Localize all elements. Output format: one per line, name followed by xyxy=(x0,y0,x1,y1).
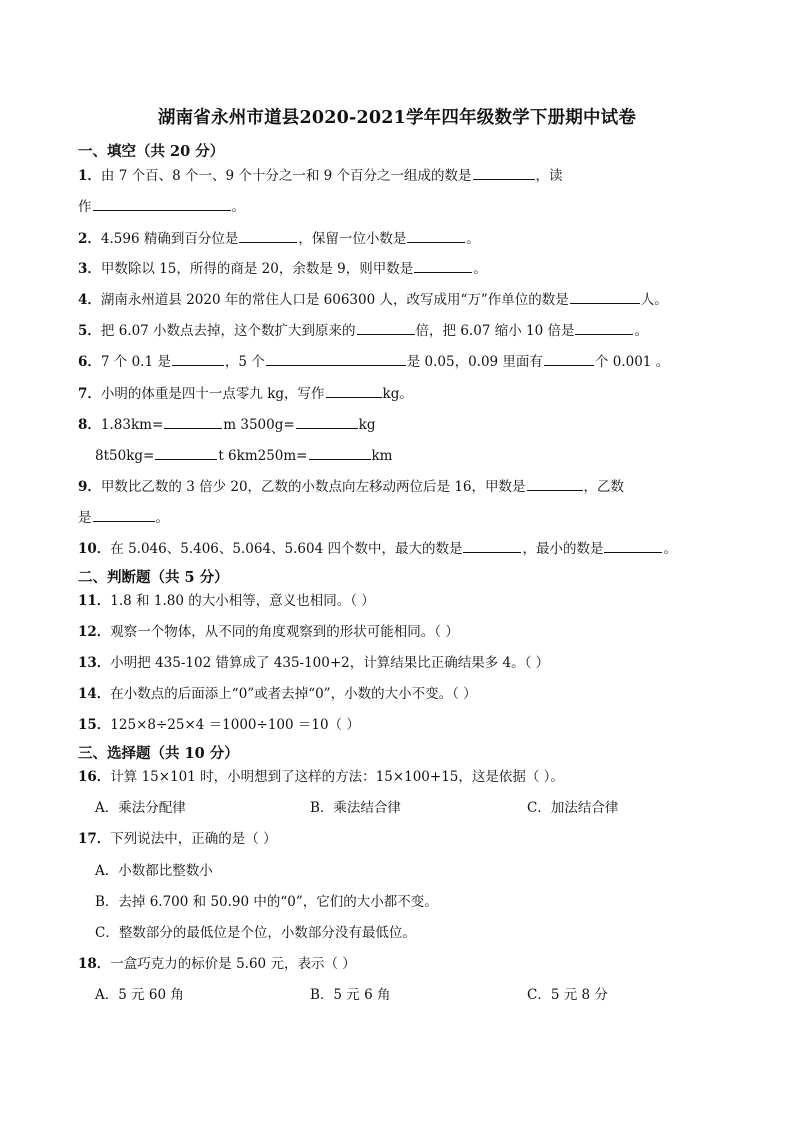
question-text: m 3500g= xyxy=(223,417,295,433)
question-number: 16． xyxy=(78,769,111,785)
answer-blank[interactable] xyxy=(296,415,358,429)
question-text: 1.8 和 1.80 的大小相等，意义也相同。（ ） xyxy=(110,593,375,609)
question-text: 7 个 0.1 是 xyxy=(100,354,171,370)
question-18 xyxy=(78,955,356,973)
question-text: ，读 xyxy=(535,168,563,184)
question-number: 11． xyxy=(78,593,111,609)
answer-blank[interactable] xyxy=(239,229,297,243)
question-12 xyxy=(78,623,459,641)
answer-blank[interactable] xyxy=(357,321,415,335)
option-b[interactable]: B．去掉 6.700 和 50.90 中的“0”，它们的大小都不变。 xyxy=(95,894,438,910)
question-text: 1.83km= xyxy=(100,417,164,433)
answer-blank[interactable] xyxy=(414,259,472,273)
option-c[interactable]: C．5 元 8 分 xyxy=(527,987,608,1003)
question-number: 17． xyxy=(78,831,111,847)
option-a[interactable]: A．5 元 60 角 xyxy=(95,987,184,1003)
answer-blank[interactable] xyxy=(527,477,583,491)
question-text: ，保留一位小数是 xyxy=(298,231,407,247)
option-c[interactable]: C．加法结合律 xyxy=(527,800,619,816)
answer-blank[interactable] xyxy=(93,508,155,522)
question-text: 作 xyxy=(78,199,92,215)
option-a[interactable]: A．小数都比整数小 xyxy=(95,863,213,879)
question-text: t 6km250m= xyxy=(218,448,308,464)
question-number: 4． xyxy=(78,292,101,308)
question-14 xyxy=(78,685,477,703)
question-text: ，5 个 xyxy=(224,354,265,370)
question-text: 。 xyxy=(663,541,677,557)
question-number: 9． xyxy=(78,479,101,495)
section-multiple-choice: 三、选择题（共 10 分） xyxy=(78,745,239,762)
question-text: 125×8÷25×4 ＝1000÷100 ＝10（ ） xyxy=(110,717,360,733)
question-text: 小明的体重是四十一点零九 kg，写作 xyxy=(100,386,325,402)
answer-blank[interactable] xyxy=(93,197,231,211)
question-text: 4.596 精确到百分位是 xyxy=(100,231,239,247)
answer-blank[interactable] xyxy=(309,446,371,460)
question-text: 人。 xyxy=(640,292,668,308)
question-text: 是 0.05，0.09 里面有 xyxy=(406,354,543,370)
question-text: 。 xyxy=(634,323,648,339)
option-b[interactable]: B．乘法结合律 xyxy=(310,800,401,816)
question-text: 倍，把 6.07 缩小 10 倍是 xyxy=(415,323,575,339)
question-text: 计算 15×101 时，小明想到了这样的方法：15×100+15，这是依据（ ）。 xyxy=(110,769,564,785)
question-text: kg。 xyxy=(382,386,413,402)
question-text: 把 6.07 小数点去掉，这个数扩大到原来的 xyxy=(100,323,356,339)
answer-blank[interactable] xyxy=(544,352,594,366)
question-3 xyxy=(78,259,487,278)
option-c[interactable]: C．整数部分的最低位是个位，小数部分没有最低位。 xyxy=(95,925,416,941)
question-9-cont xyxy=(78,508,169,527)
question-text: 甲数比乙数的 3 倍少 20，乙数的小数点向左移动两位后是 16，甲数是 xyxy=(100,479,526,495)
page-title: 湖南省永州市道县2020-2021学年四年级数学下册期中试卷 xyxy=(157,108,637,128)
question-text: 。 xyxy=(466,231,480,247)
question-4 xyxy=(78,290,668,309)
answer-blank[interactable] xyxy=(473,166,535,180)
question-13 xyxy=(78,654,549,672)
question-number: 10． xyxy=(78,541,111,557)
question-2 xyxy=(78,229,480,248)
question-text: 个 0.001 。 xyxy=(594,354,670,370)
question-number: 18． xyxy=(78,956,111,972)
question-7 xyxy=(78,384,413,403)
question-1-cont xyxy=(78,197,245,216)
answer-blank[interactable] xyxy=(164,415,222,429)
question-1 xyxy=(78,166,563,185)
question-17 xyxy=(78,830,277,848)
question-8 xyxy=(78,415,376,434)
question-number: 12． xyxy=(78,624,111,640)
question-text: ，乙数 xyxy=(583,479,625,495)
question-text: 观察一个物体，从不同的角度观察到的形状可能相同。（ ） xyxy=(110,624,459,640)
question-9 xyxy=(78,477,624,496)
question-text: kg xyxy=(358,417,376,433)
question-number: 6． xyxy=(78,354,101,370)
answer-blank[interactable] xyxy=(463,539,521,553)
answer-blank[interactable] xyxy=(172,352,224,366)
question-text: 在 5.046、5.406、5.064、5.604 四个数中，最大的数是 xyxy=(110,541,463,557)
option-a[interactable]: A．乘法分配律 xyxy=(95,800,186,816)
question-text: 。 xyxy=(155,510,169,526)
question-text: km xyxy=(371,448,393,464)
question-text: 是 xyxy=(78,510,92,526)
question-text: 湖南永州道县 2020 年的常住人口是 606300 人，改写成用“万”作单位的数是 xyxy=(100,292,569,308)
question-number: 14． xyxy=(78,686,111,702)
question-text: 小明把 435-102 错算成了 435-100+2，计算结果比正确结果多 4。（ ） xyxy=(110,655,550,671)
question-number: 3． xyxy=(78,261,101,277)
question-number: 5． xyxy=(78,323,101,339)
answer-blank[interactable] xyxy=(570,290,640,304)
section-fill-in: 一、填空（共 20 分） xyxy=(78,143,225,160)
question-10 xyxy=(78,539,677,558)
answer-blank[interactable] xyxy=(407,229,465,243)
answer-blank[interactable] xyxy=(326,384,382,398)
question-8-cont xyxy=(95,446,392,465)
question-text: ，最小的数是 xyxy=(522,541,604,557)
section-true-false: 二、判断题（共 5 分） xyxy=(78,569,229,586)
question-number: 7． xyxy=(78,386,101,402)
question-text: 由 7 个百、8 个一、9 个十分之一和 9 个百分之一组成的数是 xyxy=(100,168,472,184)
question-text: 8t50kg= xyxy=(95,448,155,464)
question-number: 8． xyxy=(78,417,101,433)
option-b[interactable]: B．5 元 6 角 xyxy=(310,987,391,1003)
answer-blank[interactable] xyxy=(604,539,662,553)
question-text: 甲数除以 15，所得的商是 20，余数是 9，则甲数是 xyxy=(100,261,414,277)
question-number: 2． xyxy=(78,231,101,247)
question-6 xyxy=(78,352,669,371)
question-11 xyxy=(78,592,375,610)
question-5 xyxy=(78,321,648,340)
question-text: 在小数点的后面添上“0”或者去掉“0”，小数的大小不变。（ ） xyxy=(110,686,477,702)
answer-blank[interactable] xyxy=(575,321,633,335)
question-16 xyxy=(78,768,564,786)
question-number: 15． xyxy=(78,717,111,733)
question-text: 下列说法中，正确的是（ ） xyxy=(110,831,277,847)
question-text: 。 xyxy=(473,261,487,277)
answer-blank[interactable] xyxy=(266,352,406,366)
question-text: 一盒巧克力的标价是 5.60 元，表示（ ） xyxy=(110,956,356,972)
question-15 xyxy=(78,716,360,734)
question-text: 。 xyxy=(231,199,245,215)
answer-blank[interactable] xyxy=(155,446,217,460)
question-number: 13． xyxy=(78,655,111,671)
question-number: 1． xyxy=(78,168,101,184)
